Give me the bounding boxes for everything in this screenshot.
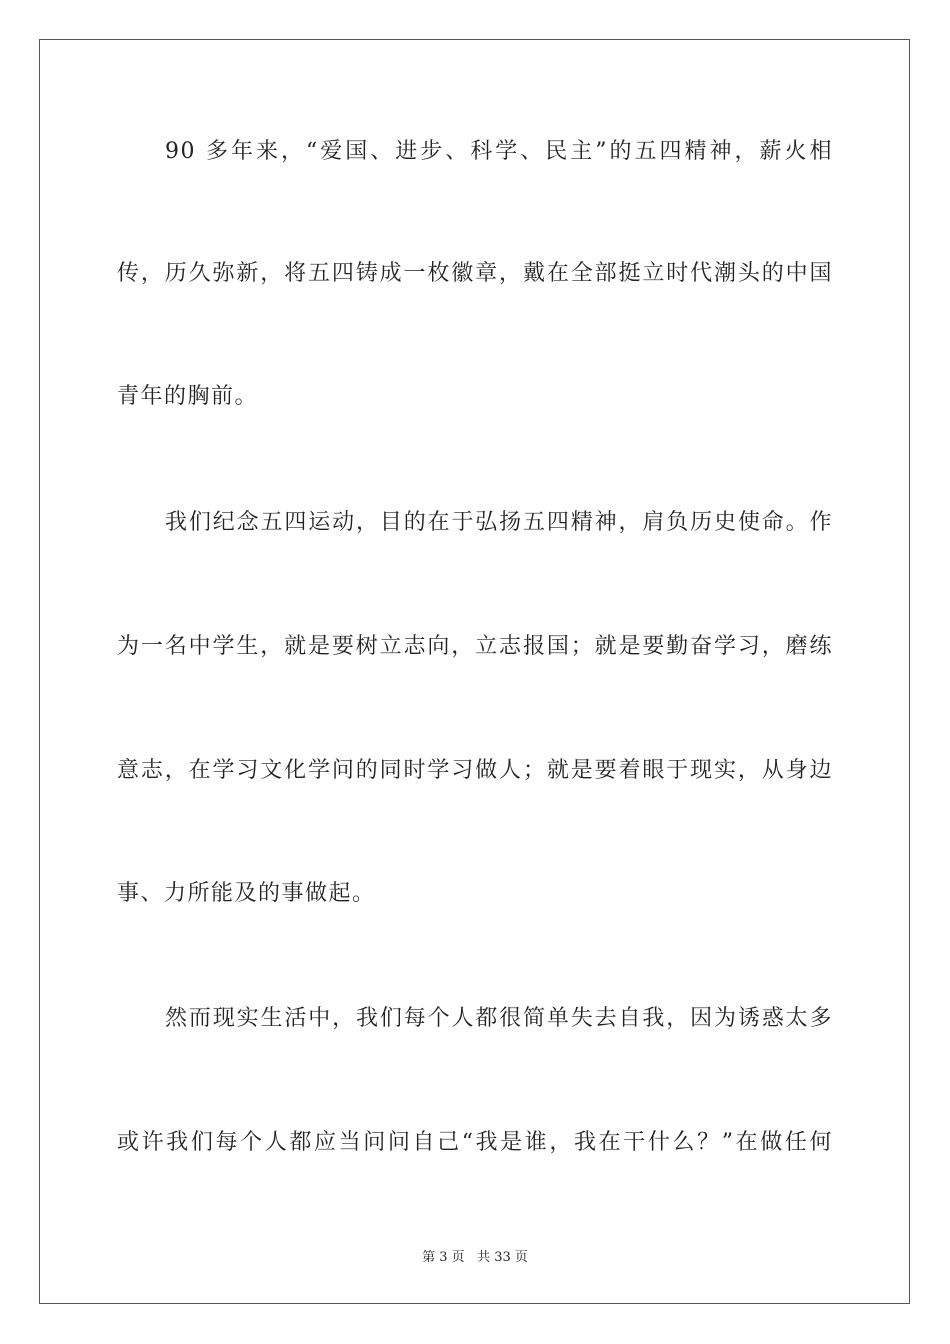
paragraph-1-line-2: 传，历久弥新，将五四铸成一枚徽章，戴在全部挺立时代潮头的中国 [117, 261, 833, 286]
paragraph-1-line-3: 青年的胸前。 [117, 384, 259, 409]
paragraph-2-line-2: 为一名中学生，就是要树立志向，立志报国；就是要勤奋学习，磨练 [117, 634, 833, 659]
paragraph-2-line-1: 我们纪念五四运动，目的在于弘扬五四精神，肩负历史使命。作 [165, 510, 833, 535]
paragraph-3-line-1: 然而现实生活中，我们每个人都很简单失去自我，因为诱惑太多 [165, 1006, 833, 1031]
paragraph-1-line-1: 90 多年来，“爱国、进步、科学、民主”的五四精神，薪火相 [165, 139, 833, 164]
page-border [39, 39, 910, 1304]
total-pages: 共 33 页 [477, 1250, 528, 1265]
paragraph-2-line-3: 意志，在学习文化学问的同时学习做人；就是要着眼于现实，从身边 [117, 758, 833, 783]
paragraph-2-line-4: 事、力所能及的事做起。 [117, 881, 376, 906]
page-number: 第 3 页 [422, 1250, 465, 1265]
paragraph-3-line-2: 或许我们每个人都应当问问自己“我是谁，我在干什么？”在做任何 [117, 1130, 833, 1155]
page-footer [0, 1246, 950, 1265]
